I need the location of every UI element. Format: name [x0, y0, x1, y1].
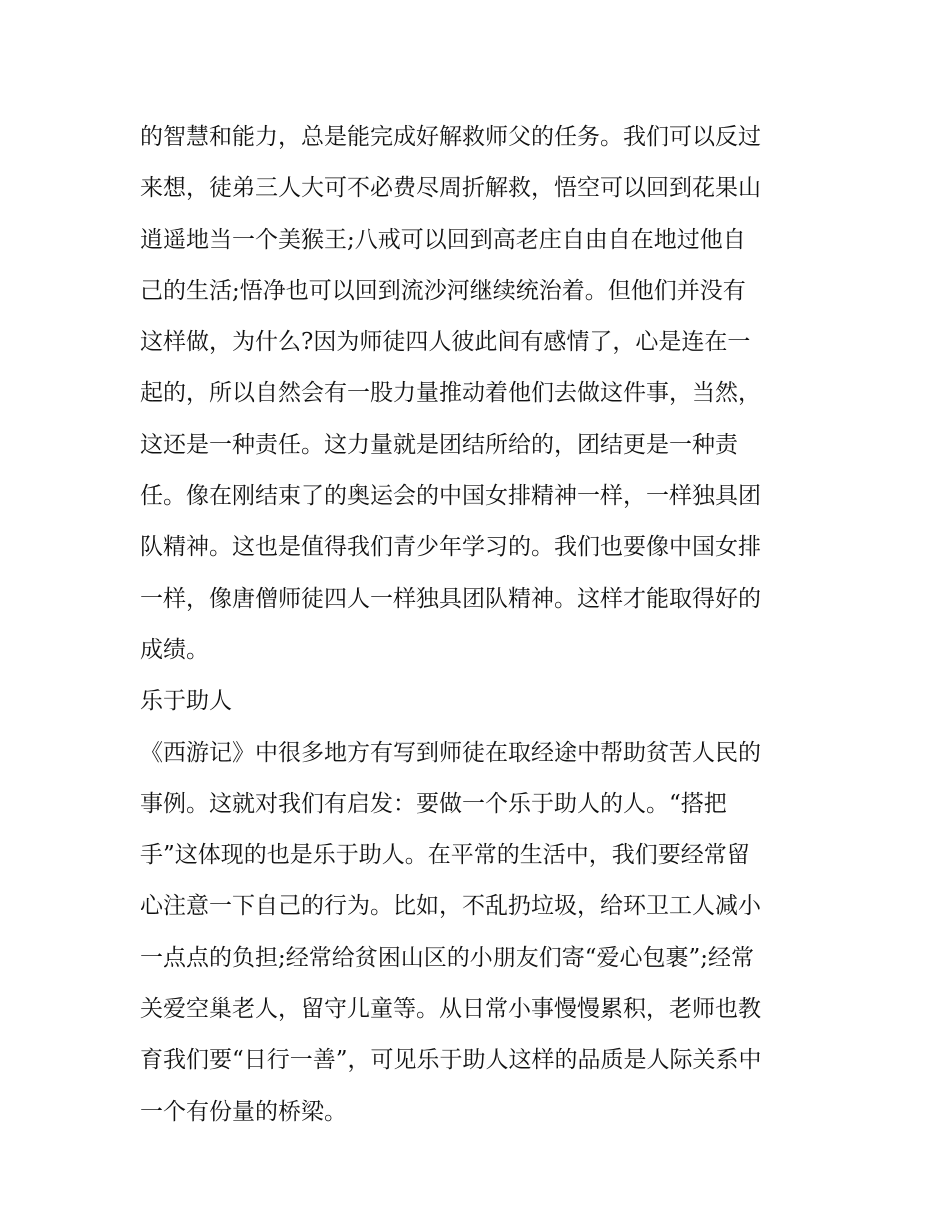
text-line-9: 队精神。这也是值得我们青少年学习的。我们也要像中国女排 — [140, 534, 761, 561]
text-line-18: 关爱空巢老人，留守儿童等。从日常小事慢慢累积，老师也教 — [140, 996, 761, 1023]
section-heading: 乐于助人 — [140, 688, 232, 715]
text-line-20: 一个有份量的桥梁。 — [140, 1098, 347, 1125]
text-line-8: 任。像在刚结束了的奥运会的中国女排精神一样，一样独具团 — [140, 483, 761, 510]
text-line-16: 心注意一下自己的行为。比如，不乱扔垃圾，给环卫工人减小 — [140, 893, 761, 920]
document-page — [140, 112, 820, 1138]
text-line-15: 手”这体现的也是乐于助人。在平常的生活中，我们要经常留 — [140, 842, 750, 869]
text-line-6: 起的，所以自然会有一股力量推动着他们去做这件事，当然， — [140, 380, 761, 407]
text-line-13: 《西游记》中很多地方有写到师徒在取经途中帮助贫苦人民的 — [140, 739, 761, 766]
text-line-10: 一样，像唐僧师徒四人一样独具团队精神。这样才能取得好的 — [140, 585, 761, 612]
text-line-17: 一点点的负担;经常给贫困山区的小朋友们寄“爱心包裹”;经常 — [140, 944, 755, 971]
text-line-1: 的智慧和能力，总是能完成好解救师父的任务。我们可以反过 — [140, 124, 761, 150]
text-line-2: 来想，徒弟三人大可不必费尽周折解救，悟空可以回到花果山 — [140, 175, 761, 202]
text-line-4: 己的生活;悟净也可以回到流沙河继续统治着。但他们并没有 — [140, 277, 746, 304]
text-line-3: 逍遥地当一个美猴王;八戒可以回到高老庄自由自在地过他自 — [140, 226, 746, 253]
text-line-11: 成绩。 — [140, 636, 209, 663]
text-line-5: 这样做，为什么?因为师徒四人彼此间有感情了，心是连在一 — [140, 329, 751, 356]
text-line-7: 这还是一种责任。这力量就是团结所给的，团结更是一种责 — [140, 431, 738, 458]
text-line-14: 事例。这就对我们有启发：要做一个乐于助人的人。“搭把 — [140, 790, 727, 817]
text-line-19: 育我们要“日行一善”，可见乐于助人这样的品质是人际关系中 — [140, 1047, 762, 1074]
